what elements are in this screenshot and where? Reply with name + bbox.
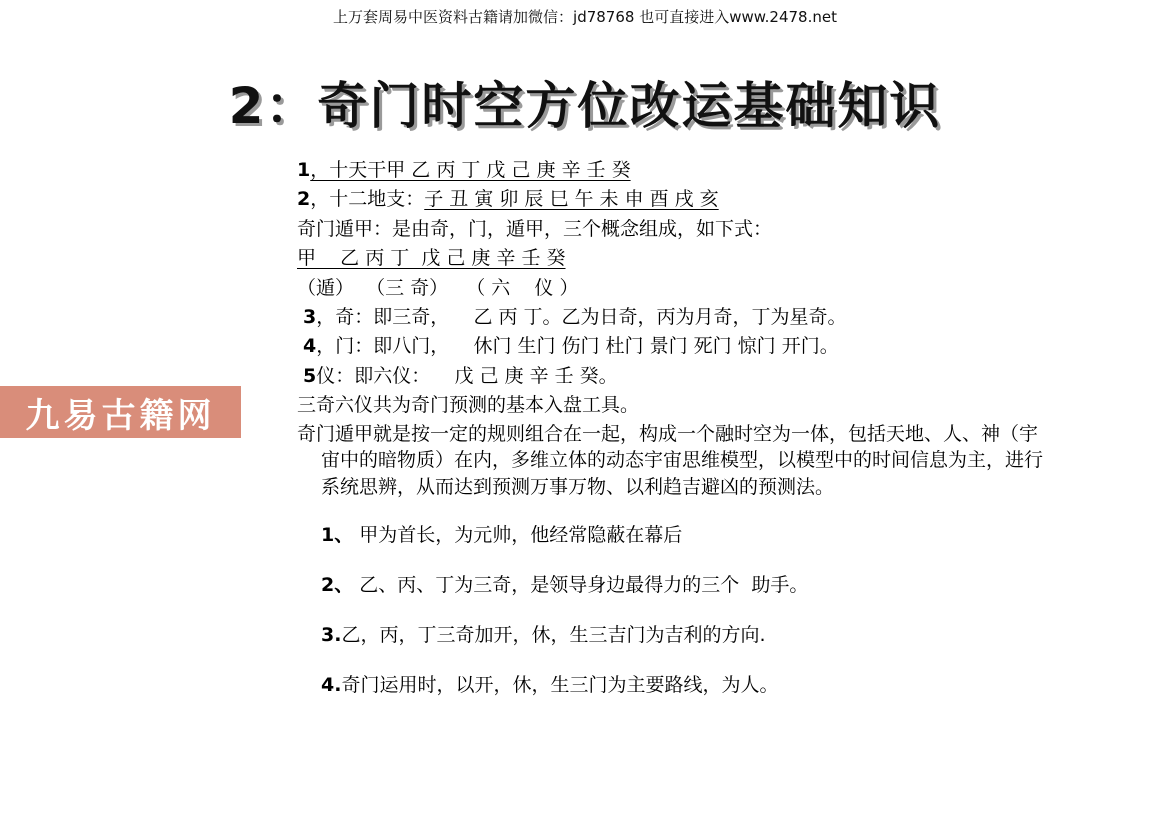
item-number: 3.: [321, 624, 342, 647]
line-stems-row: 甲 乙 丙 丁 戊 己 庚 辛 壬 癸: [297, 247, 566, 270]
line-sanqi: [297, 303, 1037, 332]
sanqi-text: ，奇：即三奇， 乙 丙 丁。乙为日奇，丙为月奇，丁为星奇。: [316, 305, 847, 328]
watermark-header: 上万套周易中医资料古籍请加微信：jd78768 也可直接进入www.2478.net: [333, 8, 837, 26]
intro-paragraph: 奇门遁甲就是按一定的规则组合在一起，构成一个融时空为一体，包括天地、人、神（宇宙中的暗物质）在内，多维立体的动态宇宙思维模型，以模型中的时间信息为主，进行系统思辨，从而达到预测万事万物、以利趋吉避凶的预测法。: [297, 422, 1044, 498]
tiangan-text: ，十天干甲 乙 丙 丁 戊 己 庚 辛 壬 癸: [310, 159, 631, 181]
bamen-text: ，门：即八门， 休门 生门 伤门 杜门 景门 死门 惊门 开门。: [316, 335, 839, 358]
line-bamen: [297, 332, 1037, 361]
list-item: [297, 671, 1037, 700]
line-number: 2: [297, 188, 311, 211]
item-text: 甲为首长，为元帅，他经常隐蔽在幕后: [353, 524, 683, 547]
list-item: [297, 621, 1037, 650]
line-liuyi: [297, 362, 1037, 391]
item-text: 乙、丙、丁为三奇，是领导身边最得力的三个 助手。: [353, 574, 809, 597]
list-item: [297, 521, 1037, 550]
line-tiangan: [297, 156, 1037, 185]
line-number: 4: [303, 335, 317, 358]
liuyi-text: 仪：即六仪： 戊 己 庚 辛 壬 癸。: [316, 364, 618, 387]
line-groups-row: （遁） （三 奇） （ 六 仪 ）: [297, 276, 579, 299]
line-tools: 三奇六仪共为奇门预测的基本入盘工具。: [297, 394, 640, 417]
list-item: [297, 571, 1037, 600]
dizhi-label: ，十二地支：: [310, 188, 425, 211]
dizhi-text: 子 丑 寅 卯 辰 巳 午 未 申 酉 戌 亥: [424, 188, 719, 211]
line-qimen-def: 奇门遁甲：是由奇，门，遁甲，三个概念组成，如下式：: [297, 217, 773, 240]
line-number: 3: [303, 305, 317, 328]
site-logo: 九易古籍网: [0, 386, 241, 438]
line-dizhi: [297, 185, 1037, 214]
item-text: 乙，丙，丁三奇加开，休，生三吉门为吉利的方向.: [341, 624, 766, 647]
page-title: 2：奇门时空方位改运基础知识: [228, 77, 942, 135]
item-number: 4.: [321, 674, 342, 697]
line-number: 1: [297, 159, 311, 181]
item-text: 奇门运用时，以开，休，生三门为主要路线，为人。: [341, 674, 779, 697]
item-number: 2、: [321, 574, 354, 597]
item-number: 1、: [321, 524, 354, 547]
line-number: 5: [303, 364, 317, 387]
content-body: [297, 156, 1044, 700]
